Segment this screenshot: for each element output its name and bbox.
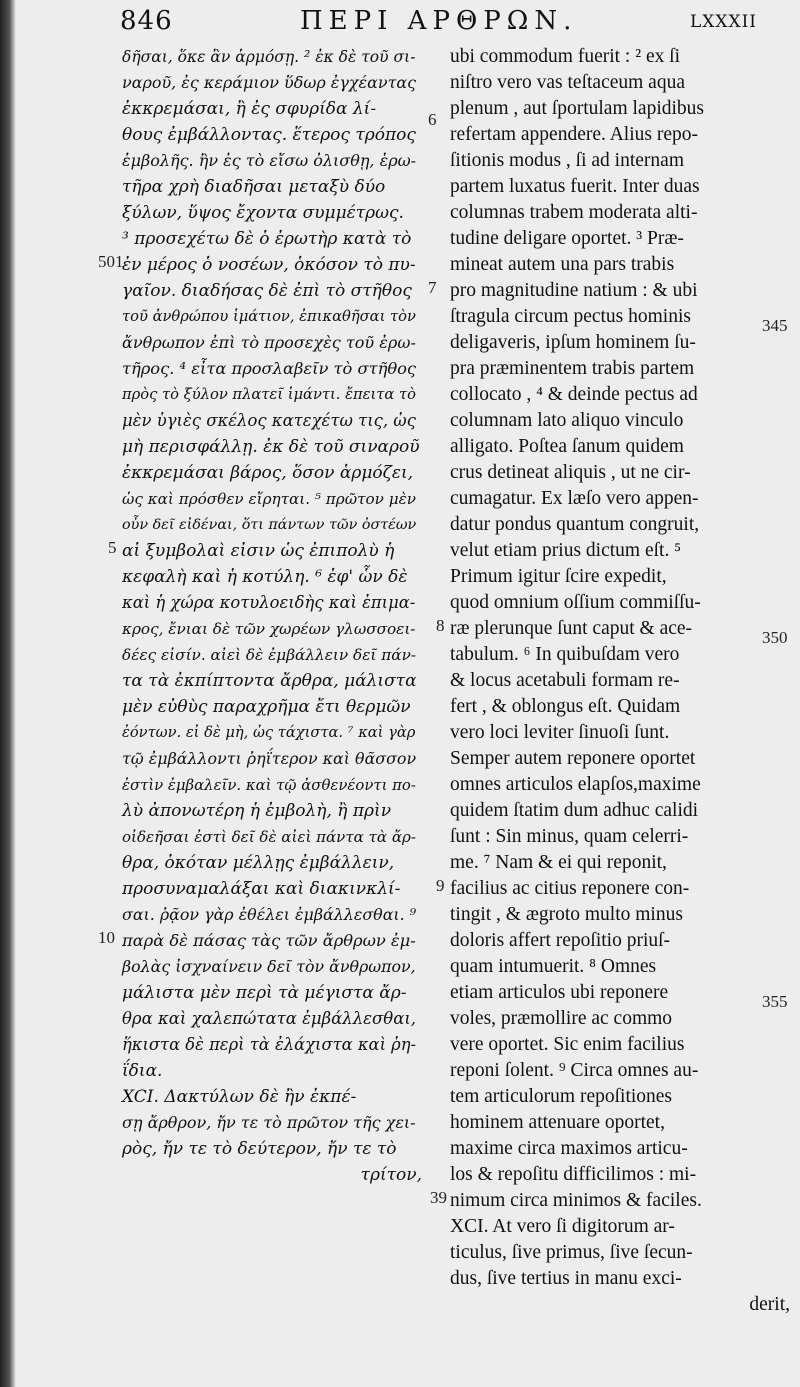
text-line: collocato , ⁴ & deinde pectus ad	[450, 384, 698, 405]
text-line: niſtro vero vas teſtaceum aqua	[450, 72, 685, 93]
text-line: κρος, ἔνιαι δὲ τῶν χωρέων γλωσσοει-	[122, 620, 416, 638]
text-line: tem articulorum repoſitiones	[450, 1086, 673, 1107]
text-line: ἐκκρεμάσαι, ἢ ἐς σφυρίδα λί-	[122, 99, 377, 119]
text-line: γαῖον. διαδήσας δὲ ἐπὶ τὸ στῆθος	[122, 281, 412, 301]
text-line: columnam lato aliquo vinculo	[450, 410, 684, 431]
text-line: quidem ſtatim dum adhuc calidi	[450, 800, 699, 821]
text-line: κεφαλὴ καὶ ἡ κοτύλη. ⁶ ἐφ' ὧν δὲ	[122, 567, 408, 587]
text-line: pra præminentem trabis partem	[450, 358, 695, 379]
text-line: ticulus, ſive primus, ſive ſecun-	[450, 1242, 693, 1263]
text-line: δῆσαι, ὅκε ἂν ἁρμόσῃ. ² ἐκ δὲ τοῦ σι-	[122, 48, 416, 66]
text-line: ξύλων, ὕψος ἔχοντα συμμέτρως.	[122, 203, 404, 223]
text-line: καὶ ἡ χώρα κοτυλοειδὴς καὶ ἐπιμα-	[122, 593, 416, 612]
text-line: velut etiam prius dictum eſt. ⁵	[450, 540, 682, 561]
text-line: pro magnitudine natium : & ubi	[450, 280, 698, 301]
text-line: μὲν ὑγιὲς σκέλος κατεχέτω τις, ὡς	[122, 411, 416, 430]
text-line: cumagatur. Ex læſo vero appen-	[450, 488, 699, 509]
text-line: mineat autem una pars trabis	[450, 254, 675, 275]
text-line: ἄνθρωπον ἐπὶ τὸ προσεχὲς τοῦ ἐρω-	[122, 333, 416, 352]
text-line: αἱ ξυμβολαὶ εἰσιν ὡς ἐπιπολὺ ἡ	[122, 541, 395, 561]
text-line: reponi ſolent. ⁹ Circa omnes au-	[450, 1060, 699, 1081]
section-number: LXXXII	[690, 12, 758, 32]
text-line: voles, præmollire ac commo	[450, 1008, 673, 1029]
text-line: tabulum. ⁶ In quibuſdam vero	[450, 644, 680, 665]
text-line: παρὰ δὲ πάσας τὰς τῶν ἄρθρων ἐμ-	[122, 931, 416, 950]
text-line: tudine deligare oportet. ³ Præ-	[450, 228, 684, 249]
text-line: ubi commodum fuerit : ² ex ſi	[450, 46, 681, 67]
text-line: quod omnium oſſium commiſſu-	[450, 592, 701, 613]
text-line: alligato. Poſtea ſanum quidem	[450, 436, 684, 457]
page-gutter-shadow	[0, 0, 16, 1387]
text-line: Semper autem reponere oportet	[450, 748, 696, 769]
text-line: omnes articulos elapſos,maxime	[450, 774, 701, 795]
text-line: μὴ περισφάλλῃ. ἐκ δὲ τοῦ σιναροῦ	[122, 437, 420, 457]
greek-margin-number: 8	[436, 616, 445, 635]
text-line: maxime circa maximos articu-	[450, 1138, 688, 1159]
text-line: πρὸς τὸ ξύλον πλατεῖ ἱμάντι. ἔπειτα τὸ	[122, 386, 416, 403]
text-line: ἥκιστα δὲ περὶ τὰ ἐλάχιστα καὶ ῥη-	[122, 1035, 417, 1054]
text-line: & locus acetabuli formam re-	[450, 670, 680, 691]
text-line: doloris affert repoſitio priuſ-	[450, 930, 671, 951]
text-line: οὖν δεῖ εἰδέναι, ὅτι πάντων τῶν ὀστέων	[122, 517, 417, 533]
text-line: θους ἐμβάλλοντας. ἕτερος τρόπος	[122, 125, 416, 145]
text-line: ἐν μέρος ὁ νοσέων, ὁκόσον τὸ πυ-	[122, 255, 416, 275]
text-line: τῆρος. ⁴ εἶτα προσλαβεῖν τὸ στῆθος	[122, 359, 417, 378]
text-line: ΐδια.	[122, 1061, 163, 1081]
text-line: hominem attenuare oportet,	[450, 1112, 665, 1133]
text-line: ræ plerunque ſunt caput & ace-	[450, 618, 693, 639]
latin-margin-number: 355	[762, 992, 788, 1011]
text-line: derit,	[749, 1294, 790, 1315]
greek-margin-number: 5	[108, 538, 117, 557]
text-line: me. ⁷ Nam & ei qui reponit,	[450, 852, 667, 873]
page-header	[0, 2, 800, 42]
text-line: nimum circa minimos & faciles.	[450, 1190, 702, 1211]
text-line: ſunt : Sin minus, quam celerri-	[450, 826, 689, 847]
latin-text-column	[450, 44, 790, 1318]
latin-margin-number: 350	[762, 628, 788, 647]
greek-margin-number: 10	[98, 928, 115, 947]
text-line: θρα καὶ χαλεπώτατα ἐμβάλλεσθαι,	[122, 1009, 417, 1028]
text-line: ſtragula circum pectus hominis	[450, 306, 691, 327]
text-line: θρα, ὁκόταν μέλλῃς ἐμβάλλειν,	[122, 853, 395, 873]
greek-text-column	[122, 44, 422, 1188]
page-number: 846	[120, 6, 173, 36]
text-line: ρὸς, ἤν τε τὸ δεύτερον, ἤν τε τὸ	[122, 1139, 397, 1159]
text-line: λὺ ἀπονωτέρη ἡ ἐμβολὴ, ἢ πρὶν	[122, 801, 392, 821]
text-line: τῷ ἐμβάλλοντι ῥηΐτερον καὶ θᾶσσον	[122, 749, 417, 768]
greek-margin-number: 9	[436, 876, 445, 895]
greek-margin-number: 6	[428, 110, 437, 129]
text-line: σαι. ῥᾷον γὰρ ἐθέλει ἐμβάλλεσθαι. ⁹	[122, 905, 417, 924]
text-line: τρίτον,	[360, 1165, 422, 1185]
text-line: refertam appendere. Alius repo-	[450, 124, 698, 145]
text-line: deligaveris, ipſum hominem ſu-	[450, 332, 696, 353]
text-line: dus, ſive tertius in manu exci-	[450, 1268, 682, 1289]
latin-margin-number: 345	[762, 316, 788, 335]
text-line: προσυναμαλάξαι καὶ διακινκλί-	[122, 879, 401, 899]
text-line: ἐμβολῆς. ἢν ἐς τὸ εἴσω ὀλισθῃ, ἑρω-	[122, 151, 417, 170]
text-line: ³ προσεχέτω δὲ ὁ ἐρωτὴρ κατὰ τὸ	[122, 229, 412, 249]
text-line: ἐστὶν ἐμβαλεῖν. καὶ τῷ ἀσθενέοντι πο-	[122, 776, 416, 794]
text-line: ἐκκρεμάσαι βάρος, ὅσον ἁρμόζει,	[122, 463, 414, 483]
text-line: Primum igitur ſcire expedit,	[450, 566, 667, 587]
text-line: σῃ ἄρθρον, ἤν τε τὸ πρῶτον τῆς χει-	[122, 1113, 416, 1132]
text-line: οἰδεῆσαι ἐστὶ δεῖ δὲ αἰεὶ πάντα τὰ ἄρ-	[122, 828, 416, 846]
text-line: datur pondus quantum congruit,	[450, 514, 700, 535]
text-line: ſitionis modus , ſi ad internam	[450, 150, 684, 171]
greek-margin-number: 7	[428, 278, 437, 297]
text-line: μάλιστα μὲν περὶ τὰ μέγιστα ἄρ-	[122, 983, 407, 1003]
text-line: δέες εἰσίν. αἰεὶ δὲ ἐμβάλλειν δεῖ πάν-	[122, 646, 417, 664]
running-title: ΠΕΡΙ ΑΡΘΡΩΝ.	[300, 6, 578, 36]
text-line: tingit , & ægroto multo minus	[450, 904, 683, 925]
text-line: partem luxatus fuerit. Inter duas	[450, 176, 700, 197]
greek-margin-number: 501	[98, 252, 124, 271]
text-line: τοῦ ἀνθρώπου ἱμάτιον, ἐπικαθῆσαι τὸν	[122, 308, 416, 325]
text-line: vero loci leviter ſinuoſi ſunt.	[450, 722, 670, 743]
text-line: quam intumuerit. ⁸ Omnes	[450, 956, 657, 977]
text-line: μὲν εὐθὺς παραχρῆμα ἔτι θερμῶν	[122, 697, 411, 717]
text-line: crus detineat aliquis , ut ne cir-	[450, 462, 691, 483]
text-line: ὡς καὶ πρόσθεν εἴρηται. ⁵ πρῶτον μὲν	[122, 490, 416, 508]
text-line: XCI. Δακτύλων δὲ ἢν ἐκπέ-	[122, 1087, 357, 1107]
text-line: ἐόντων. εἰ δὲ μὴ, ὡς τάχιστα. ⁷ καὶ γὰρ	[122, 724, 416, 741]
text-line: los & repoſitu difficilimos : mi-	[450, 1164, 697, 1185]
text-line: vere oportet. Sic enim facilius	[450, 1034, 685, 1055]
text-line: facilius ac citius reponere con-	[450, 878, 690, 899]
text-line: columnas trabem moderata alti-	[450, 202, 698, 223]
text-line: fert , & oblongus eſt. Quidam	[450, 696, 681, 717]
text-line: etiam articulos ubi reponere	[450, 982, 669, 1003]
text-line: τα τὰ ἐκπίπτοντα ἄρθρα, μάλιστα	[122, 671, 417, 691]
text-line: τῆρα χρὴ διαδῆσαι μεταξὺ δύο	[122, 177, 386, 197]
text-line: XCI. At vero ſi digitorum ar-	[450, 1216, 675, 1237]
text-line: ναροῦ, ἐς κεράμιον ὕδωρ ἐγχέαντας	[122, 73, 417, 92]
text-line: βολὰς ἰσχναίνειν δεῖ τὸν ἄνθρωπον,	[122, 957, 416, 976]
greek-margin-number: 39	[430, 1188, 447, 1207]
text-line: plenum , aut ſportulam lapidibus	[450, 98, 705, 119]
